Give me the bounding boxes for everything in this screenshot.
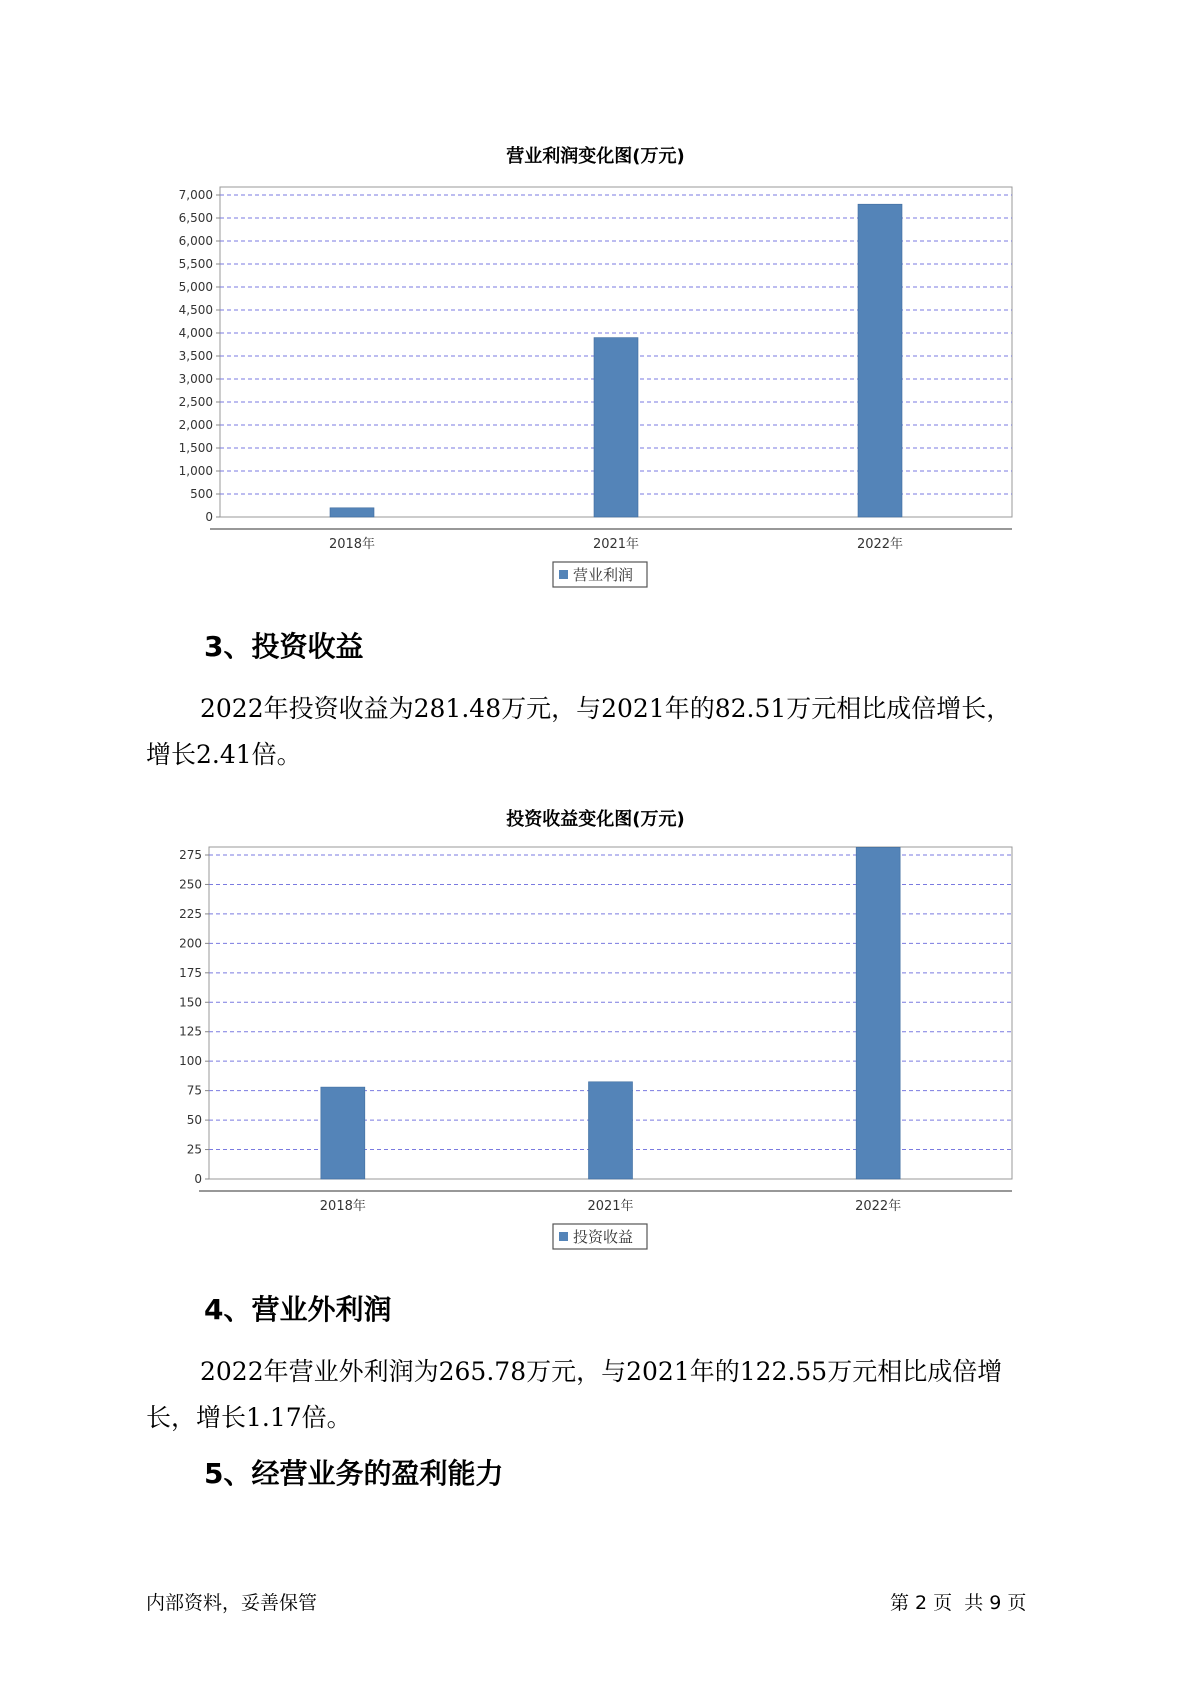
x-tick-label: 2021年 <box>587 1199 634 1214</box>
footer-confidential: 内部资料，妥善保管 <box>146 1592 318 1614</box>
y-tick-label: 5,500 <box>178 257 213 271</box>
x-tick-label: 2022年 <box>855 1199 902 1214</box>
paragraph-line: 增长2.41倍。 <box>146 740 302 769</box>
y-tick-label: 1,500 <box>178 441 213 455</box>
legend-swatch <box>559 570 568 579</box>
paragraph-non-operating-profit <box>146 1349 1046 1441</box>
y-tick-label: 2,000 <box>178 418 213 432</box>
y-tick-label: 75 <box>186 1083 202 1098</box>
y-tick-label: 25 <box>186 1142 202 1157</box>
y-tick-label: 50 <box>186 1113 202 1128</box>
y-tick-label: 200 <box>179 936 202 951</box>
bar <box>858 204 902 517</box>
bar <box>594 338 638 517</box>
footer-page-number: 第 2 页 共 9 页 <box>890 1592 1027 1614</box>
y-tick-label: 225 <box>179 906 202 921</box>
y-tick-label: 125 <box>179 1024 202 1039</box>
bar <box>321 1087 365 1179</box>
x-tick-label: 2018年 <box>319 1199 366 1214</box>
y-tick-label: 175 <box>179 965 202 980</box>
x-tick-label: 2022年 <box>856 537 904 552</box>
paragraph-investment-income <box>146 686 1046 778</box>
section-heading-investment-income: 3、投资收益 <box>204 630 364 663</box>
y-tick-label: 250 <box>179 877 202 892</box>
y-tick-label: 1,000 <box>178 464 213 478</box>
y-tick-label: 275 <box>179 848 202 862</box>
y-tick-label: 100 <box>179 1054 202 1069</box>
y-tick-label: 0 <box>205 510 213 524</box>
bar <box>330 508 374 517</box>
chart-investment-income <box>0 842 1191 1252</box>
legend-label: 营业利润 <box>573 566 634 584</box>
chart-operating-profit <box>0 180 1191 590</box>
section-heading-profitability: 5、经营业务的盈利能力 <box>204 1457 504 1490</box>
chart-title-investment-income: 投资收益变化图(万元) <box>506 809 685 830</box>
y-tick-label: 2,500 <box>178 395 213 409</box>
chart-title-operating-profit: 营业利润变化图(万元) <box>506 146 685 167</box>
paragraph-line: 2022年营业外利润为265.78万元，与2021年的122.55万元相比成倍增 <box>200 1357 1003 1386</box>
bar <box>856 847 900 1179</box>
y-tick-label: 0 <box>194 1172 202 1186</box>
y-tick-label: 500 <box>190 487 213 501</box>
y-tick-label: 7,000 <box>178 188 213 202</box>
y-tick-label: 5,000 <box>178 280 213 294</box>
paragraph-line: 2022年投资收益为281.48万元，与2021年的82.51万元相比成倍增长， <box>200 694 1012 723</box>
legend-swatch <box>559 1232 568 1241</box>
legend-label: 投资收益 <box>573 1228 634 1246</box>
paragraph-line: 长，增长1.17倍。 <box>146 1403 352 1432</box>
y-tick-label: 6,500 <box>178 211 213 225</box>
section-heading-non-operating-profit: 4、营业外利润 <box>204 1293 392 1326</box>
x-tick-label: 2021年 <box>592 537 640 552</box>
y-tick-label: 6,000 <box>178 234 213 248</box>
y-tick-label: 4,000 <box>178 326 213 340</box>
y-tick-label: 3,000 <box>178 372 213 386</box>
y-tick-label: 4,500 <box>178 303 213 317</box>
y-tick-label: 150 <box>179 995 202 1010</box>
x-tick-label: 2018年 <box>328 537 376 552</box>
y-tick-label: 3,500 <box>178 349 213 363</box>
bar <box>589 1082 633 1179</box>
